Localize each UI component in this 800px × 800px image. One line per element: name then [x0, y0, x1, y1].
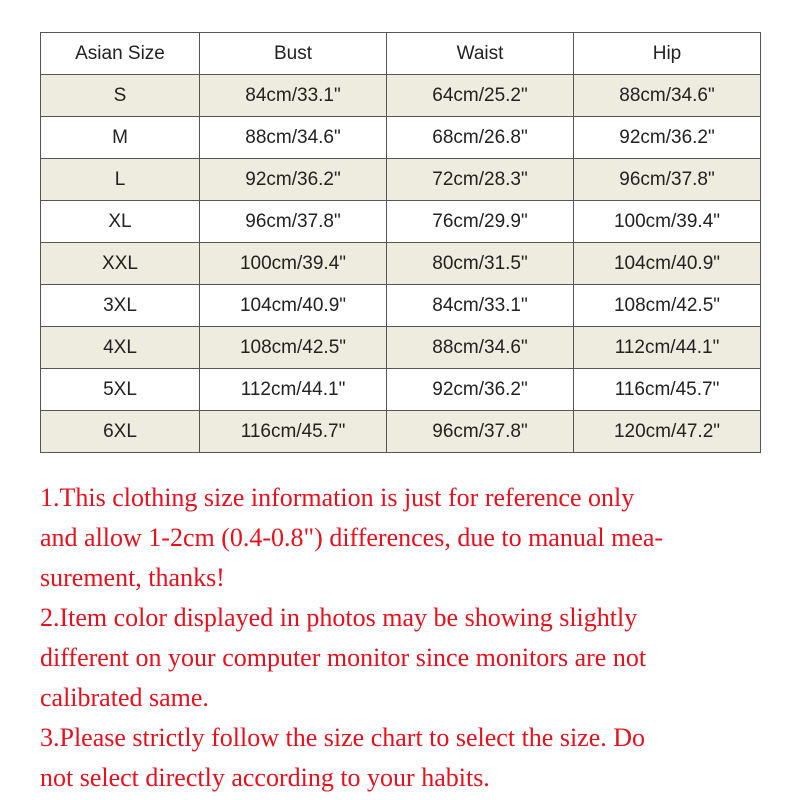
bust-cell: 84cm/33.1"	[200, 75, 387, 117]
size-cell: 3XL	[41, 285, 200, 327]
size-notes	[40, 478, 780, 798]
header-waist: Waist	[387, 33, 574, 75]
table-row	[41, 117, 761, 159]
note-line: 1.This clothing size information is just for reference only	[40, 483, 635, 512]
bust-cell: 88cm/34.6"	[200, 117, 387, 159]
note-line: 2.Item color displayed in photos may be showing slightly	[40, 603, 638, 632]
table-row	[41, 369, 761, 411]
bust-cell: 104cm/40.9"	[200, 285, 387, 327]
size-cell: M	[41, 117, 200, 159]
table-header-row	[41, 33, 761, 75]
size-cell: XL	[41, 201, 200, 243]
size-cell: 4XL	[41, 327, 200, 369]
table-row	[41, 75, 761, 117]
bust-cell: 116cm/45.7"	[200, 411, 387, 453]
waist-cell: 80cm/31.5"	[387, 243, 574, 285]
hip-cell: 104cm/40.9"	[574, 243, 761, 285]
waist-cell: 72cm/28.3"	[387, 159, 574, 201]
bust-cell: 108cm/42.5"	[200, 327, 387, 369]
header-bust: Bust	[200, 33, 387, 75]
note-line: not select directly according to your habits.	[40, 763, 490, 792]
hip-cell: 96cm/37.8"	[574, 159, 761, 201]
waist-cell: 96cm/37.8"	[387, 411, 574, 453]
size-cell: XXL	[41, 243, 200, 285]
table-row	[41, 201, 761, 243]
hip-cell: 88cm/34.6"	[574, 75, 761, 117]
waist-cell: 84cm/33.1"	[387, 285, 574, 327]
waist-cell: 92cm/36.2"	[387, 369, 574, 411]
note-line: calibrated same.	[40, 683, 209, 712]
hip-cell: 108cm/42.5"	[574, 285, 761, 327]
header-asian-size: Asian Size	[41, 33, 200, 75]
table-row	[41, 285, 761, 327]
note-line: and allow 1-2cm (0.4-0.8") differences, due to manual mea-	[40, 523, 664, 552]
waist-cell: 68cm/26.8"	[387, 117, 574, 159]
size-cell: 5XL	[41, 369, 200, 411]
table-row	[41, 159, 761, 201]
hip-cell: 100cm/39.4"	[574, 201, 761, 243]
table-row	[41, 243, 761, 285]
size-cell: L	[41, 159, 200, 201]
table-row	[41, 411, 761, 453]
bust-cell: 112cm/44.1"	[200, 369, 387, 411]
hip-cell: 116cm/45.7"	[574, 369, 761, 411]
header-hip: Hip	[574, 33, 761, 75]
hip-cell: 92cm/36.2"	[574, 117, 761, 159]
bust-cell: 92cm/36.2"	[200, 159, 387, 201]
waist-cell: 64cm/25.2"	[387, 75, 574, 117]
bust-cell: 100cm/39.4"	[200, 243, 387, 285]
size-cell: S	[41, 75, 200, 117]
waist-cell: 76cm/29.9"	[387, 201, 574, 243]
hip-cell: 112cm/44.1"	[574, 327, 761, 369]
size-chart-table	[40, 32, 761, 453]
note-line: different on your computer monitor since monitors are not	[40, 643, 647, 672]
table-row	[41, 327, 761, 369]
note-line: surement, thanks!	[40, 563, 225, 592]
size-cell: 6XL	[41, 411, 200, 453]
hip-cell: 120cm/47.2"	[574, 411, 761, 453]
waist-cell: 88cm/34.6"	[387, 327, 574, 369]
note-line: 3.Please strictly follow the size chart to select the size. Do	[40, 723, 646, 752]
bust-cell: 96cm/37.8"	[200, 201, 387, 243]
